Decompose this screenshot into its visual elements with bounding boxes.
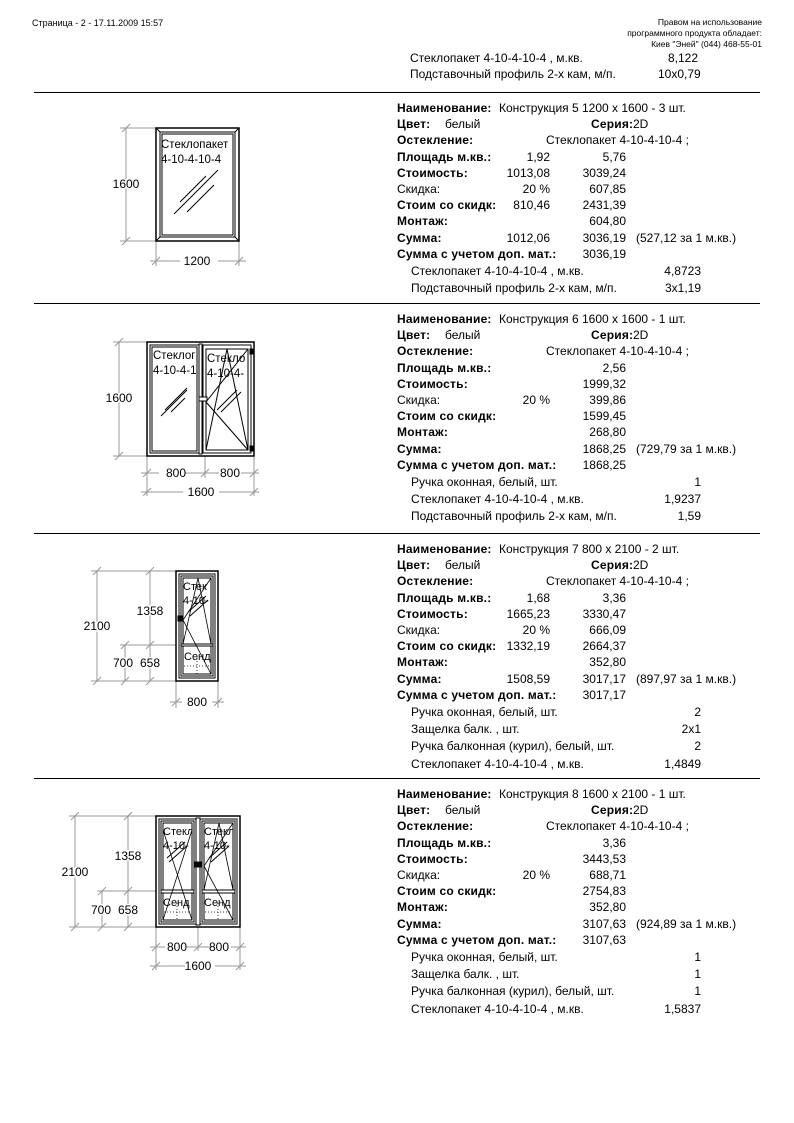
construction-drawing-7: [80, 562, 240, 717]
sum-label: Сумма:: [397, 671, 442, 686]
accessory-name: Стеклопакет 4-10-4-10-4 , м.кв.: [411, 263, 584, 278]
color-label: Цвет:: [397, 328, 431, 343]
accessory-value: 1: [694, 949, 701, 964]
panel-label: Сенд: [163, 897, 190, 909]
name-row: [397, 541, 777, 557]
accessory-name: Стеклопакет 4-10-4-10-4 , м.кв.: [411, 1001, 584, 1016]
installation-label: Монтаж:: [397, 900, 449, 915]
series-label: Серия:: [591, 328, 634, 343]
sum-extras-row: [397, 457, 777, 473]
construction-drawing-6: [95, 332, 265, 502]
area-row: [397, 835, 777, 851]
sum-extras-label: Сумма с учетом доп. мат.:: [397, 246, 557, 261]
discount-row: [397, 181, 777, 197]
area-unit: 1,92: [526, 149, 550, 164]
discount-total: 399,86: [589, 392, 626, 407]
cost-total: 1999,32: [582, 376, 626, 391]
height-dimension: 1600: [112, 177, 140, 191]
discounted-row: [397, 197, 777, 213]
accessory-item: [397, 755, 777, 772]
section-divider: [34, 533, 760, 534]
accessory-value: 3x1,19: [664, 281, 701, 296]
glazing-row: [397, 818, 777, 834]
construction-name: Конструкция 6 1600 x 1600 - 1 шт.: [499, 312, 686, 326]
area-label: Площадь м.кв.:: [397, 360, 492, 375]
name-label: Наименование:: [397, 312, 492, 326]
cost-total: 3330,47: [582, 606, 626, 621]
area-label: Площадь м.кв.:: [397, 149, 492, 164]
carryover-value: 8,122: [668, 51, 699, 65]
series-label: Серия:: [591, 803, 634, 818]
area-unit: 1,68: [526, 590, 550, 605]
name-row: [397, 100, 777, 116]
carryover-value: 10x0,79: [658, 67, 701, 81]
installation-value: 268,80: [589, 425, 626, 440]
accessory-name: Ручка оконная, белый, шт.: [411, 949, 558, 964]
panel-label: Сенд: [184, 651, 211, 663]
glazing-label: Остекление:: [397, 344, 474, 359]
accessory-item: [397, 737, 777, 754]
sum-extras-value: 3107,63: [582, 932, 626, 947]
discount-percent: 20 %: [522, 622, 550, 637]
sill-dimension: 700: [112, 656, 134, 670]
area-total: 5,76: [602, 149, 626, 164]
discount-label: Скидка:: [397, 392, 441, 407]
series-label: Серия:: [591, 117, 634, 132]
cost-row: [397, 165, 777, 181]
panel-label: Сенд: [204, 897, 231, 909]
color-value: белый: [445, 803, 481, 818]
accessory-name: Ручка балконная (курил), белый, шт.: [411, 984, 615, 999]
series-value: 2D: [633, 328, 649, 343]
carryover-name: Подставочный профиль 2-х кам, м/п.: [410, 67, 616, 81]
accessory-item: [397, 279, 777, 296]
glass-label: 4-10-4-10-4: [161, 154, 222, 166]
discounted-unit: 810,46: [513, 198, 550, 213]
carryover-item: [410, 51, 699, 65]
accessory-name: Защелка балк. , шт.: [411, 722, 520, 737]
sum-row: [397, 441, 777, 457]
cost-total: 3443,53: [582, 851, 626, 866]
sum-extras-value: 1868,25: [582, 457, 626, 472]
glazing-value: Стеклопакет 4-10-4-10-4 ;: [546, 344, 689, 359]
height-dimension: 2100: [83, 619, 111, 633]
window-handle-icon: [199, 397, 207, 401]
sum-extras-label: Сумма с учетом доп. мат.:: [397, 457, 557, 472]
glass-label: Стекло: [207, 353, 246, 365]
sum-row: [397, 671, 777, 687]
installation-value: 352,80: [589, 655, 626, 670]
glazing-row: [397, 573, 777, 589]
glazing-value: Стеклопакет 4-10-4-10-4 ;: [546, 133, 689, 148]
discounted-label: Стоим со скидк:: [397, 198, 497, 213]
accessory-value: 2: [694, 739, 701, 754]
accessory-name: Стеклопакет 4-10-4-10-4 , м.кв.: [411, 492, 584, 507]
color-row: [397, 802, 777, 818]
accessory-item: [397, 703, 777, 720]
discount-total: 666,09: [589, 622, 626, 637]
glass-label: Стек: [183, 581, 207, 593]
discount-percent: 20 %: [522, 867, 550, 882]
cost-total: 3039,24: [582, 165, 626, 180]
glazing-label: Остекление:: [397, 574, 474, 589]
color-label: Цвет:: [397, 117, 431, 132]
series-value: 2D: [633, 117, 649, 132]
glass-label: Стекл: [163, 826, 194, 838]
sum-total: 3017,17: [582, 671, 626, 686]
color-value: белый: [445, 558, 481, 573]
installation-value: 604,80: [589, 214, 626, 229]
carryover-item: [410, 67, 701, 81]
lower-dimension: 658: [139, 656, 161, 670]
accessory-name: Подставочный профиль 2-х кам, м/п.: [411, 281, 617, 296]
upper-dimension: 1358: [136, 604, 164, 618]
width-dimension: 800: [186, 695, 208, 709]
rights-line-2: программного продукта обладает:: [627, 28, 762, 38]
price-per-m2: (897,97 за 1 м.кв.): [636, 671, 737, 686]
sum-extras-label: Сумма с учетом доп. мат.:: [397, 687, 557, 702]
sum-extras-label: Сумма с учетом доп. мат.:: [397, 932, 557, 947]
lower-dimension: 658: [117, 903, 139, 917]
sill-dimension: 700: [90, 903, 112, 917]
width-right-dimension: 800: [208, 940, 230, 954]
glass-label: 4-10-: [204, 840, 230, 852]
sum-extras-row: [397, 932, 777, 948]
accessory-name: Стеклопакет 4-10-4-10-4 , м.кв.: [411, 756, 584, 771]
accessory-name: Защелка балк. , шт.: [411, 967, 520, 982]
discounted-total: 2431,39: [582, 198, 626, 213]
series-label: Серия:: [591, 558, 634, 573]
installation-label: Монтаж:: [397, 425, 449, 440]
sum-row: [397, 230, 777, 246]
accessory-name: Подставочный профиль 2-х кам, м/п.: [411, 509, 617, 524]
carryover-name: Стеклопакет 4-10-4-10-4 , м.кв.: [410, 51, 583, 65]
width-total-dimension: 1600: [184, 959, 212, 973]
construction-drawing-8: [55, 808, 255, 978]
series-value: 2D: [633, 558, 649, 573]
price-per-m2: (924,89 за 1 м.кв.): [636, 916, 737, 931]
discount-label: Скидка:: [397, 622, 441, 637]
color-row: [397, 116, 777, 132]
area-row: [397, 360, 777, 376]
discount-total: 607,85: [589, 181, 626, 196]
sum-total: 3107,63: [582, 916, 626, 931]
accessory-item: [397, 490, 777, 507]
accessory-name: Ручка оконная, белый, шт.: [411, 704, 558, 719]
discounted-label: Стоим со скидк:: [397, 409, 497, 424]
accessory-name: Ручка оконная, белый, шт.: [411, 474, 558, 489]
installation-row: [397, 213, 777, 229]
series-value: 2D: [633, 803, 649, 818]
discount-percent: 20 %: [522, 392, 550, 407]
discount-total: 688,71: [589, 867, 626, 882]
cost-unit: 1665,23: [506, 606, 550, 621]
sum-unit: 1508,59: [506, 671, 550, 686]
width-right-dimension: 800: [219, 466, 241, 480]
accessory-value: 1,59: [677, 509, 701, 524]
installation-label: Монтаж:: [397, 655, 449, 670]
name-label: Наименование:: [397, 542, 492, 556]
accessory-item: [397, 473, 777, 490]
width-left-dimension: 800: [166, 940, 188, 954]
glass-label: 4-10-4-1: [153, 365, 197, 377]
sum-label: Сумма:: [397, 230, 442, 245]
glass-label: Стеклог: [153, 350, 196, 362]
installation-value: 352,80: [589, 900, 626, 915]
door-handle-icon: [195, 862, 201, 867]
upper-dimension: 1358: [114, 849, 142, 863]
sum-extras-value: 3017,17: [582, 687, 626, 702]
sum-label: Сумма:: [397, 916, 442, 931]
accessory-value: 1: [694, 984, 701, 999]
area-total: 3,36: [602, 835, 626, 850]
cost-label: Стоимость:: [397, 165, 468, 180]
color-row: [397, 327, 777, 343]
sum-row: [397, 916, 777, 932]
glazing-row: [397, 343, 777, 359]
glass-label: Стекл: [204, 826, 235, 838]
discounted-label: Стоим со скидк:: [397, 884, 497, 899]
accessory-value: 1,9237: [664, 492, 701, 507]
glass-label: 4-10-4-: [207, 368, 245, 380]
glazing-value: Стеклопакет 4-10-4-10-4 ;: [546, 819, 689, 834]
rights-notice: [627, 17, 762, 50]
accessory-item: [397, 948, 777, 965]
glazing-label: Остекление:: [397, 133, 474, 148]
color-value: белый: [445, 328, 481, 343]
accessory-name: Ручка балконная (курил), белый, шт.: [411, 739, 615, 754]
construction-block: [397, 311, 777, 525]
color-label: Цвет:: [397, 558, 431, 573]
construction-block: [397, 100, 777, 296]
construction-name: Конструкция 7 800 x 2100 - 2 шт.: [499, 542, 680, 556]
discounted-row: [397, 408, 777, 424]
sum-total: 1868,25: [582, 441, 626, 456]
color-value: белый: [445, 117, 481, 132]
installation-label: Монтаж:: [397, 214, 449, 229]
discount-row: [397, 867, 777, 883]
height-dimension: 2100: [61, 865, 89, 879]
sum-total: 3036,19: [582, 230, 626, 245]
name-label: Наименование:: [397, 787, 492, 801]
price-per-m2: (729,79 за 1 м.кв.): [636, 441, 737, 456]
sum-extras-row: [397, 246, 777, 262]
installation-row: [397, 424, 777, 440]
glazing-row: [397, 132, 777, 148]
accessory-item: [397, 720, 777, 737]
cost-row: [397, 606, 777, 622]
accessory-value: 1,5837: [664, 1001, 701, 1016]
area-row: [397, 590, 777, 606]
name-row: [397, 786, 777, 802]
discounted-total: 2664,37: [582, 639, 626, 654]
discount-row: [397, 622, 777, 638]
accessory-value: 1: [694, 967, 701, 982]
discount-label: Скидка:: [397, 181, 441, 196]
cost-label: Стоимость:: [397, 376, 468, 391]
installation-row: [397, 654, 777, 670]
width-left-dimension: 800: [165, 466, 187, 480]
name-row: [397, 311, 777, 327]
discounted-label: Стоим со скидк:: [397, 639, 497, 654]
sum-extras-row: [397, 687, 777, 703]
sum-unit: 1012,06: [506, 230, 550, 245]
accessory-item: [397, 1000, 777, 1017]
discount-label: Скидка:: [397, 867, 441, 882]
glass-label: 4-10-: [183, 595, 209, 607]
accessory-value: 2x1: [681, 722, 701, 737]
area-row: [397, 149, 777, 165]
cost-label: Стоимость:: [397, 606, 468, 621]
accessory-item: [397, 507, 777, 524]
cost-label: Стоимость:: [397, 851, 468, 866]
discounted-row: [397, 883, 777, 899]
rights-line-1: Правом на использование: [657, 17, 762, 27]
area-label: Площадь м.кв.:: [397, 835, 492, 850]
sum-extras-value: 3036,19: [582, 246, 626, 261]
glass-label: Стеклопакет: [161, 139, 229, 151]
rights-line-3: Киев "Эней" (044) 468-55-01: [651, 39, 762, 49]
accessory-item: [397, 982, 777, 999]
accessory-value: 1,4849: [664, 756, 701, 771]
door-handle-icon: [178, 616, 182, 621]
glazing-label: Остекление:: [397, 819, 474, 834]
section-divider: [34, 92, 760, 93]
section-divider: [34, 303, 760, 304]
section-divider: [34, 778, 760, 779]
accessory-value: 4,8723: [664, 263, 701, 278]
glazing-value: Стеклопакет 4-10-4-10-4 ;: [546, 574, 689, 589]
discounted-total: 2754,83: [582, 884, 626, 899]
accessory-value: 2: [694, 704, 701, 719]
area-total: 2,56: [602, 360, 626, 375]
page-info: Страница - 2 - 17.11.2009 15:57: [32, 18, 164, 28]
installation-row: [397, 899, 777, 915]
accessory-item: [397, 965, 777, 982]
construction-drawing-5: [100, 118, 260, 278]
cost-row: [397, 851, 777, 867]
color-row: [397, 557, 777, 573]
width-dimension: 1200: [183, 254, 211, 268]
discounted-total: 1599,45: [582, 409, 626, 424]
height-dimension: 1600: [105, 391, 133, 405]
cost-row: [397, 376, 777, 392]
cost-unit: 1013,08: [506, 165, 550, 180]
discount-percent: 20 %: [522, 181, 550, 196]
sum-label: Сумма:: [397, 441, 442, 456]
discounted-unit: 1332,19: [506, 639, 550, 654]
area-total: 3,36: [602, 590, 626, 605]
width-total-dimension: 1600: [187, 485, 215, 499]
color-label: Цвет:: [397, 803, 431, 818]
price-per-m2: (527,12 за 1 м.кв.): [636, 230, 737, 245]
discounted-row: [397, 638, 777, 654]
construction-block: [397, 541, 777, 772]
accessory-value: 1: [694, 474, 701, 489]
discount-row: [397, 392, 777, 408]
construction-block: [397, 786, 777, 1017]
accessory-item: [397, 262, 777, 279]
construction-name: Конструкция 5 1200 x 1600 - 3 шт.: [499, 101, 686, 115]
construction-name: Конструкция 8 1600 x 2100 - 1 шт.: [499, 787, 686, 801]
area-label: Площадь м.кв.:: [397, 590, 492, 605]
name-label: Наименование:: [397, 101, 492, 115]
glass-label: 4-10-: [163, 840, 189, 852]
